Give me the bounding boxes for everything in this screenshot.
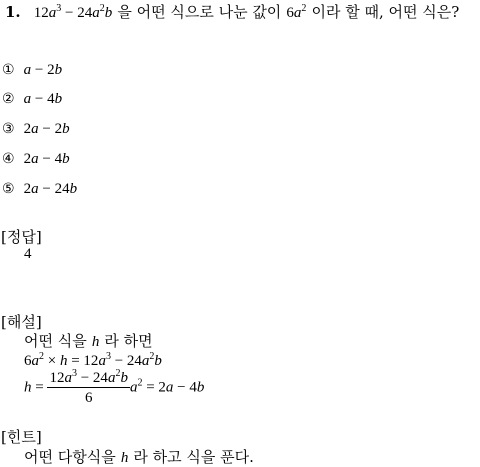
- choice-expression: a − 2b: [23, 62, 63, 78]
- explanation-equation-2: h = $\frac{12a^3 - 24a^2b}{6}$ $a^2 = 2a - 4b$: [24, 368, 205, 406]
- choice-marker: ①: [2, 62, 15, 78]
- answer-label: [정답]: [1, 228, 42, 246]
- choice-expression: a − 4b: [23, 91, 63, 107]
- choice-5[interactable]: [2, 178, 77, 198]
- hint-text: 어떤 다항식을 h 라 하고 식을 푼다.: [24, 448, 254, 466]
- hint-label: [힌트]: [1, 428, 42, 446]
- question: [5, 1, 459, 22]
- question-text-end: 이라 할 때, 어떤 식은?: [311, 3, 460, 21]
- explanation-equation-1: $6a^2 \times h = 12a^3 - 24a^2b$: [24, 351, 162, 369]
- explanation-label: [해설]: [1, 313, 42, 331]
- quotient-expression: $6a^2$: [286, 3, 307, 21]
- choice-marker: ⑤: [2, 181, 15, 197]
- choice-1[interactable]: [2, 59, 62, 79]
- question-text: 을 어떤 식으로 나눈 값이: [117, 3, 282, 21]
- explanation-line-1: 어떤 식을 h 라 하면: [24, 332, 153, 350]
- question-number: 1.: [5, 3, 21, 21]
- question-expression: $12a^3 - 24a^2b$: [33, 3, 113, 21]
- choice-marker: ③: [2, 121, 15, 137]
- choice-expression: 2a − 2b: [23, 121, 70, 137]
- answer-value: 4: [24, 246, 32, 262]
- choice-4[interactable]: [2, 148, 70, 168]
- choice-expression: 2a − 4b: [23, 151, 70, 167]
- choice-3[interactable]: [2, 118, 70, 138]
- fraction: $\frac{12a^3 - 24a^2b}{6}$: [49, 368, 128, 406]
- choice-expression: 2a − 24b: [23, 181, 78, 197]
- choice-marker: ②: [2, 91, 15, 107]
- choice-marker: ④: [2, 151, 15, 167]
- choice-2[interactable]: [2, 88, 62, 108]
